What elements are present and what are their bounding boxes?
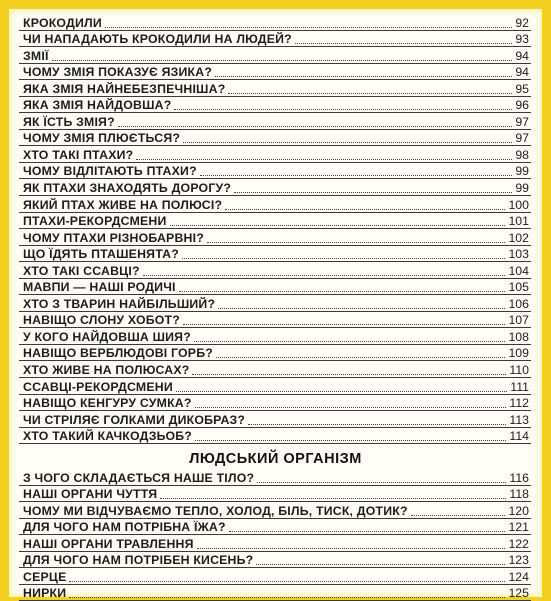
toc-entry: [19, 130, 531, 147]
toc-entry-title: ЯКА ЗМІЯ НАЙДОВША?: [23, 98, 172, 113]
toc-entry-page: 97: [515, 131, 529, 146]
toc-entry: [19, 295, 531, 312]
dot-leader: [215, 76, 512, 77]
toc-entry: [19, 279, 531, 296]
dot-leader: [195, 407, 506, 408]
toc-entry-page: 97: [515, 114, 529, 129]
toc-entry-page: 98: [515, 147, 529, 162]
table-of-contents-animals: [19, 14, 531, 444]
table-of-contents-human-body: [19, 469, 531, 601]
toc-entry-page: 100: [508, 197, 529, 212]
dot-leader: [248, 424, 506, 425]
toc-entry-page: 103: [508, 247, 529, 262]
dot-leader: [195, 440, 506, 441]
toc-entry: [19, 97, 531, 114]
toc-entry-page: 122: [508, 536, 529, 551]
toc-entry: [19, 262, 531, 279]
dot-leader: [256, 564, 505, 565]
dot-leader: [118, 126, 512, 127]
toc-entry-page: 93: [515, 32, 529, 47]
dot-leader: [257, 482, 506, 483]
dot-leader: [143, 275, 505, 276]
toc-entry-title: ЗМІЇ: [23, 48, 49, 63]
dot-leader: [207, 242, 505, 243]
toc-entry-title: ЧОМУ ПТАХИ РІЗНОБАРВНІ?: [23, 230, 204, 245]
toc-entry-title: ДЛЯ ЧОГО НАМ ПОТРІБНА ЇЖА?: [23, 520, 226, 535]
dot-leader: [194, 341, 505, 342]
toc-entry-page: 96: [515, 98, 529, 113]
toc-entry-page: 99: [515, 181, 529, 196]
toc-entry-page: 94: [515, 65, 529, 80]
dot-leader: [174, 109, 512, 110]
toc-entry-title: НАШІ ОРГАНИ ЧУТТЯ: [23, 487, 158, 502]
toc-entry: [19, 345, 531, 362]
toc-entry: [19, 428, 531, 445]
toc-entry-title: ЧИ СТРІЛЯЄ ГОЛКАМИ ДИКОБРАЗ?: [23, 412, 246, 427]
dot-leader: [69, 597, 505, 598]
toc-entry: [19, 411, 531, 428]
toc-entry-title: ХТО ТАКИЙ КАЧКОДЗЬОБ?: [23, 429, 193, 444]
toc-entry-page: 111: [510, 379, 529, 394]
dot-leader: [225, 209, 505, 210]
toc-entry: [19, 31, 531, 48]
toc-entry-title: НАВІЩО КЕНГУРУ СУМКА?: [23, 396, 192, 411]
toc-entry: [19, 328, 531, 345]
toc-entry-page: 95: [515, 81, 529, 96]
toc-entry-page: 106: [508, 296, 529, 311]
section-heading: ЛЮДСЬКИЙ ОРГАНІЗМ: [189, 451, 362, 467]
toc-entry-title: З ЧОГО СКЛАДАЄТЬСЯ НАШЕ ТІЛО?: [23, 470, 255, 485]
toc-entry: [19, 47, 531, 64]
toc-entry-page: 113: [509, 412, 529, 427]
toc-entry-page: 112: [509, 396, 529, 411]
dot-leader: [197, 548, 505, 549]
toc-entry-title: ЯК ЇСТЬ ЗМІЯ?: [23, 114, 115, 129]
toc-entry-page: 101: [508, 214, 529, 229]
toc-entry: [19, 196, 531, 213]
toc-entry: [19, 568, 531, 585]
toc-entry-page: 107: [508, 313, 529, 328]
dot-leader: [216, 357, 505, 358]
toc-entry: [19, 519, 531, 536]
toc-entry: [19, 486, 531, 503]
toc-entry-page: 102: [508, 230, 529, 245]
book-page: [9, 9, 542, 601]
toc-entry-title: ЧОМУ ЗМІЯ ПЛЮЄТЬСЯ?: [23, 131, 181, 146]
dot-leader: [52, 60, 512, 61]
toc-entry-page: 118: [509, 487, 529, 502]
toc-entry: [19, 585, 531, 601]
toc-entry: [19, 502, 531, 519]
dot-leader: [411, 515, 505, 516]
toc-entry-title: КРОКОДИЛИ: [23, 15, 102, 30]
toc-entry-title: НАШІ ОРГАНИ ТРАВЛЕННЯ: [23, 536, 194, 551]
toc-entry-page: 124: [508, 569, 529, 584]
toc-entry-title: ЧОМУ ВІДЛІТАЮТЬ ПТАХИ?: [23, 164, 197, 179]
dot-leader: [69, 581, 505, 582]
toc-entry: [19, 535, 531, 552]
toc-entry: [19, 179, 531, 196]
toc-entry-title: МАВПИ — НАШІ РОДИЧІ: [23, 280, 176, 295]
toc-entry-title: ССАВЦІ-РЕКОРДСМЕНИ: [23, 379, 173, 394]
dot-leader: [160, 498, 506, 499]
toc-entry: [19, 64, 531, 81]
toc-entry-page: 109: [508, 346, 529, 361]
toc-entry: [19, 146, 531, 163]
toc-entry-page: 110: [509, 363, 529, 378]
dot-leader: [105, 27, 512, 28]
toc-entry-page: 125: [508, 586, 529, 601]
dot-leader: [179, 291, 505, 292]
toc-entry: [19, 163, 531, 180]
toc-entry-title: ЧОМУ МИ ВІДЧУВАЄМО ТЕПЛО, ХОЛОД, БІЛЬ, ТИСК, ДОТИК?: [23, 503, 408, 518]
toc-entry-title: НИРКИ: [23, 586, 67, 601]
toc-entry: [19, 213, 531, 230]
toc-entry-page: 123: [508, 553, 529, 568]
toc-entry-title: ДЛЯ ЧОГО НАМ ПОТРІБЕН КИСЕНЬ?: [23, 553, 254, 568]
toc-entry: [19, 113, 531, 130]
toc-entry: [19, 395, 531, 412]
toc-entry-page: 121: [508, 520, 529, 535]
dot-leader: [229, 531, 505, 532]
toc-entry-title: ХТО ТАКІ ССАВЦІ?: [23, 263, 140, 278]
toc-entry-title: ХТО З ТВАРИН НАЙБІЛЬШИЙ?: [23, 296, 216, 311]
toc-entry-page: 120: [508, 503, 529, 518]
dot-leader: [234, 192, 512, 193]
dot-leader: [183, 142, 512, 143]
toc-entry-title: ЧИ НАПАДАЮТЬ КРОКОДИЛИ НА ЛЮДЕЙ?: [23, 32, 292, 47]
toc-entry-title: ЯКИЙ ПТАХ ЖИВЕ НА ПОЛЮСІ?: [23, 197, 223, 212]
dot-leader: [228, 93, 512, 94]
toc-entry: [19, 378, 531, 395]
toc-entry-title: НАВІЩО ВЕРБЛЮДОВІ ГОРБ?: [23, 346, 213, 361]
dot-leader: [182, 258, 505, 259]
toc-entry-page: 104: [508, 263, 529, 278]
toc-entry-title: ХТО ТАКІ ПТАХИ?: [23, 147, 134, 162]
toc-entry-page: 116: [509, 470, 529, 485]
toc-entry: [19, 229, 531, 246]
toc-entry-title: ЯКА ЗМІЯ НАЙНЕБЕЗПЕЧНІША?: [23, 81, 226, 96]
toc-entry-title: У КОГО НАЙДОВША ШИЯ?: [23, 329, 191, 344]
toc-entry: [19, 14, 531, 31]
toc-entry-page: 92: [515, 15, 529, 30]
toc-entry: [19, 469, 531, 486]
toc-entry-page: 114: [509, 429, 529, 444]
toc-entry-title: СЕРЦЕ: [23, 569, 67, 584]
toc-entry-page: 108: [508, 329, 529, 344]
dot-leader: [192, 374, 506, 375]
toc-entry: [19, 246, 531, 263]
dot-leader: [183, 324, 505, 325]
toc-entry-title: ЩО ЇДЯТЬ ПТАШЕНЯТА?: [23, 247, 179, 262]
toc-entry-page: 99: [515, 164, 529, 179]
toc-entry-title: ХТО ЖИВЕ НА ПОЛЮСАХ?: [23, 363, 190, 378]
dot-leader: [295, 43, 512, 44]
toc-entry-page: 105: [508, 280, 529, 295]
toc-entry-title: ЯК ПТАХИ ЗНАХОДЯТЬ ДОРОГУ?: [23, 181, 232, 196]
dot-leader: [200, 175, 512, 176]
toc-entry-title: ЧОМУ ЗМІЯ ПОКАЗУЄ ЯЗИКА?: [23, 65, 213, 80]
toc-entry: [19, 80, 531, 97]
dot-leader: [170, 225, 505, 226]
toc-entry-title: НАВІЩО СЛОНУ ХОБОТ?: [23, 313, 180, 328]
dot-leader: [176, 391, 507, 392]
dot-leader: [218, 308, 505, 309]
toc-entry: [19, 312, 531, 329]
toc-entry: [19, 552, 531, 569]
dot-leader: [136, 159, 512, 160]
toc-entry: [19, 361, 531, 378]
toc-entry-title: ПТАХИ-РЕКОРДСМЕНИ: [23, 214, 167, 229]
toc-entry-page: 94: [515, 48, 529, 63]
